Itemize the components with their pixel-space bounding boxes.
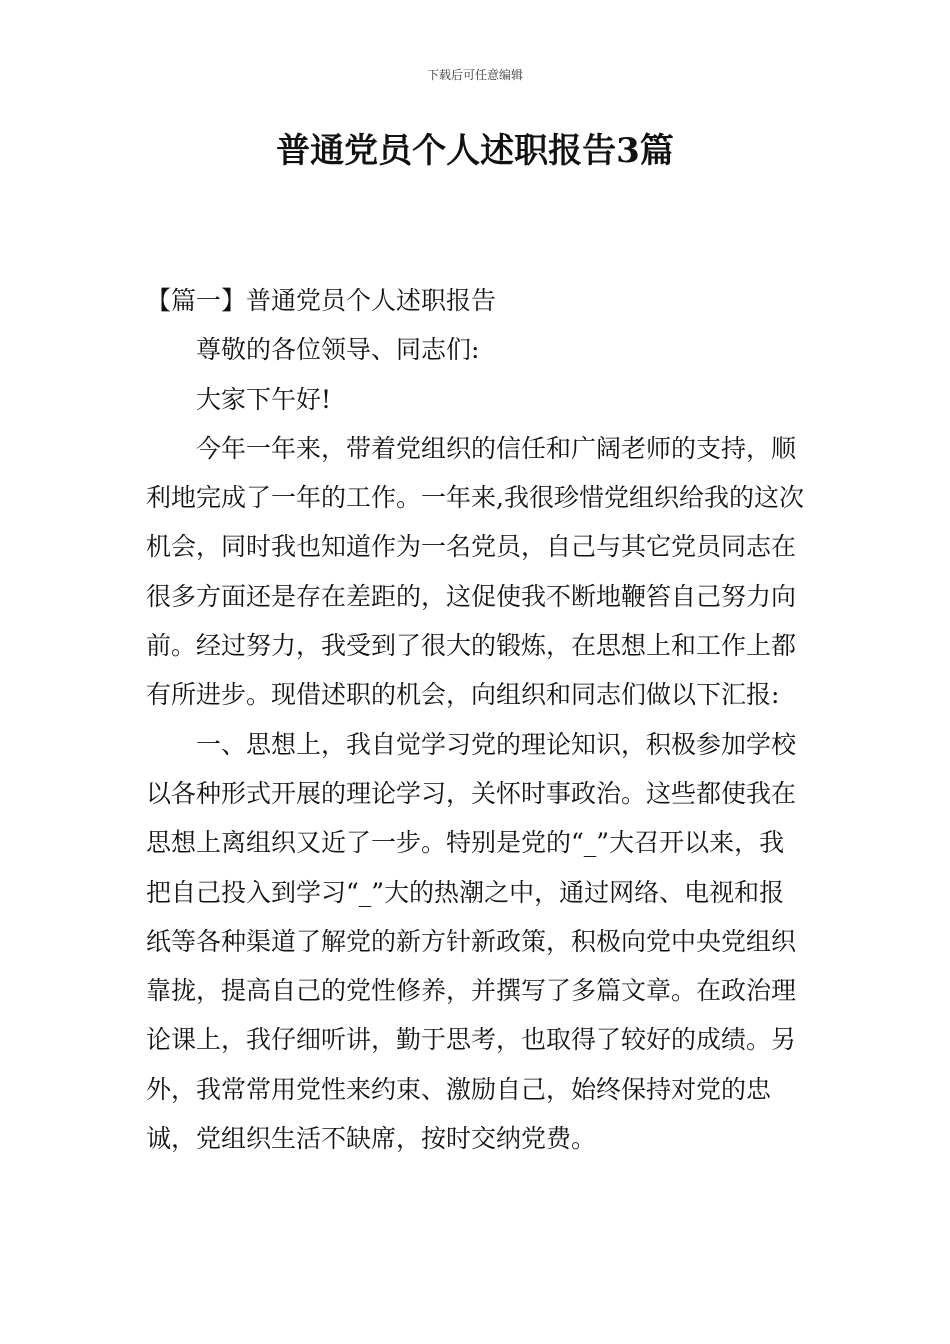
body-paragraph: 今年一年来，带着党组织的信任和广阔老师的支持，顺利地完成了一年的工作。一年来,我很珍惜党组织给我的这次机会，同时我也知道作为一名党员，自己与其它党员同志在很多方面还是存在差距的，这促使我不断地鞭笞自己努力向前。经过努力，我受到了很大的锻炼，在思想上和工作上都有所进步。现借述职的机会，向组织和同志们做以下汇报: (146, 433, 804, 710)
body-paragraph: 一、思想上，我自觉学习党的理论知识，积极参加学校以各种形式开展的理论学习，关怀时事政治。这些都使我在思想上离组织又近了一步。特别是党的“_”大召开以来，我把自己投入到学习“_”大的热潮之中，通过网络、电视和报纸等各种渠道了解党的新方针新政策，积极向党中央党组织靠拢，提高自己的党性修养，并撰写了多篇文章。在政治理论课上，我仔细听讲，勤于思考，也取得了较好的成绩。另外，我常常用党性来约束、激励自己，始终保持对党的忠诚，党组织生活不缺席，按时交纳党费。 (146, 729, 797, 1154)
greeting: 大家下午好! (196, 384, 332, 414)
document-body (146, 276, 806, 1163)
section-heading: 【篇一】普通党员个人述职报告 (146, 286, 497, 315)
document-title: 普通党员个人述职报告3篇 (276, 131, 674, 171)
salutation: 尊敬的各位领导、同志们: (196, 335, 480, 365)
header-note: 下载后可任意编辑 (426, 68, 523, 82)
